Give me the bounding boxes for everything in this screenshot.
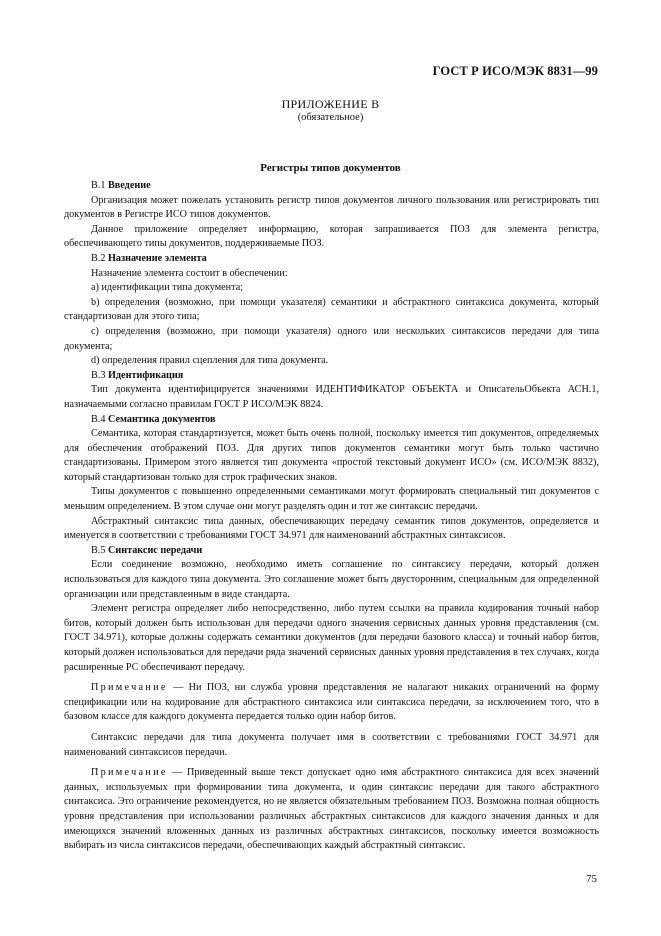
section-number: В.1 (91, 180, 106, 191)
note-text: — Ни ПОЗ, ни служба уровня представления не налагают никаких ограничений на форму спецификации или на кодирование для абстрактного синтаксиса или синтаксиса передачи, за исключением того, что в базовом классе для каждого документа передается только один набор битов. (64, 682, 599, 723)
standard-code-header: ГОСТ Р ИСО/МЭК 8831—99 (432, 64, 598, 78)
section-heading-b4 (64, 413, 599, 428)
note-1 (64, 681, 599, 725)
section-heading-b3 (64, 369, 599, 384)
paragraph: Абстрактный синтаксис типа данных, обеспечивающих передачу семантик типов документов, определяется и именуется в соответствии с требованиями ГОСТ 34.971 для наименований абстрактных синтаксисов. (64, 515, 599, 542)
paragraph: Элемент регистра определяет либо непосредственно, либо путем ссылки на правила кодирования точный набор битов, который должен быть использован для передачи одного значения сервисных данных уровня представления (см. ГОСТ 34.971), которые должны содержать семантики документов (для передачи базового класса) и точный набор битов, который должен использоваться для передачи ряда значений сервисных данных уровня представления в тех случаях, когда расширенные РС обеспечивают передачу. (64, 603, 599, 673)
paragraph: Организация может пожелать установить регистр типов документов личного пользования или регистрировать тип документов в Регистре ИСО типов документов. (64, 194, 599, 221)
section-title: Идентификация (107, 369, 184, 381)
section-title: Синтаксис передачи (107, 544, 203, 556)
paragraph: Синтаксис передачи для типа документа получает имя в соответствии с требованиями ГОСТ 34.971 для наименований синтаксисов передачи. (64, 731, 599, 758)
paragraph: Данное приложение определяет информацию, которая запрашивается ПОЗ для элемента регистра, обеспечивающего типы документов, поддерживаемые ПОЗ. (64, 223, 599, 250)
paragraph: Если соединение возможно, необходимо иметь соглашение по синтаксису передачи, который должен использоваться для каждого типа документа. Это соглашение может быть двусторонним, специальным для определенной организации или представленным в виде стандарта. (64, 559, 599, 600)
paragraph: Тип документа идентифицируется значениями ИДЕНТИФИКАТОР ОБЪЕКТА и ОписательОбъекта АСН.1, назначаемыми согласно правилам ГОСТ Р ИСО/МЭК 8824. (64, 384, 599, 410)
appendix-heading: Регистры типов документов (260, 162, 401, 174)
appendix-status: (обязательное) (297, 112, 364, 123)
section-heading-b5 (64, 544, 599, 559)
section-number: В.3 (91, 369, 106, 381)
section-title: Семантика документов (107, 413, 216, 425)
note-label: Примечание (91, 682, 168, 694)
note-2 (64, 766, 599, 854)
document-body (64, 179, 599, 854)
list-item: с) определения (возможно, при помощи указателя) одного или нескольких синтаксисов передачи для типа документа; (64, 325, 599, 352)
note-label: Примечание (91, 767, 168, 779)
section-heading-b1 (64, 179, 599, 194)
section-heading-b2 (64, 252, 599, 267)
paragraph: Типы документов с повышенно определенными семантиками могут формировать специальный тип документов с меньшим определением. В этом случае они могут разделять один и тот же синтаксис передачи. (64, 486, 599, 513)
section-title: Назначение элемента (107, 252, 207, 264)
section-number: В.5 (91, 544, 106, 556)
list-item: b) определения (возможно, при помощи указателя) семантики и абстрактного синтаксиса документа, который стандартизован для этого типа; (64, 296, 599, 323)
list-item: d) определения правил сцепления для типа документа. (91, 355, 329, 367)
section-title: Введение (107, 180, 151, 191)
paragraph: Семантика, которая стандартизуется, может быть очень полной, поскольку имеется тип документов, определяемых для обеспечения отображений ПОЗ. Для других типов документов семантики могут быть только частично стандартизованы. Примером этого является тип документа «простой текстовый документ ИСО» (см. ИСО/МЭК 8832), который стандартизован только для строк графических знаков. (64, 428, 599, 483)
section-number: В.2 (91, 252, 106, 264)
section-number: В.4 (91, 413, 106, 425)
list-item: а) идентификации типа документа; (91, 282, 244, 294)
note-text: — Приведенный выше текст допускает одно имя абстрактного синтаксиса для всех значений данных, используемых при формировании типа документа, и один синтаксис передачи для такого абстрактного синтаксиса. Это ограничение рекомендуется, но не является обязательным требованием ПОЗ. Возможна полная общность уровня представления при использовании различных абстрактных синтаксисов для каждого значения данных и для имеющихся значений вложенных данных из различных абстрактных синтаксисов, поскольку имеется возможность выбирать из числа синтаксисов передачи, обеспечивающих каждый абстрактный синтаксис. (64, 767, 599, 852)
appendix-title: ПРИЛОЖЕНИЕ В (281, 97, 380, 111)
page-number: 75 (586, 873, 597, 885)
paragraph: Назначение элемента состоит в обеспечении: (91, 267, 288, 279)
